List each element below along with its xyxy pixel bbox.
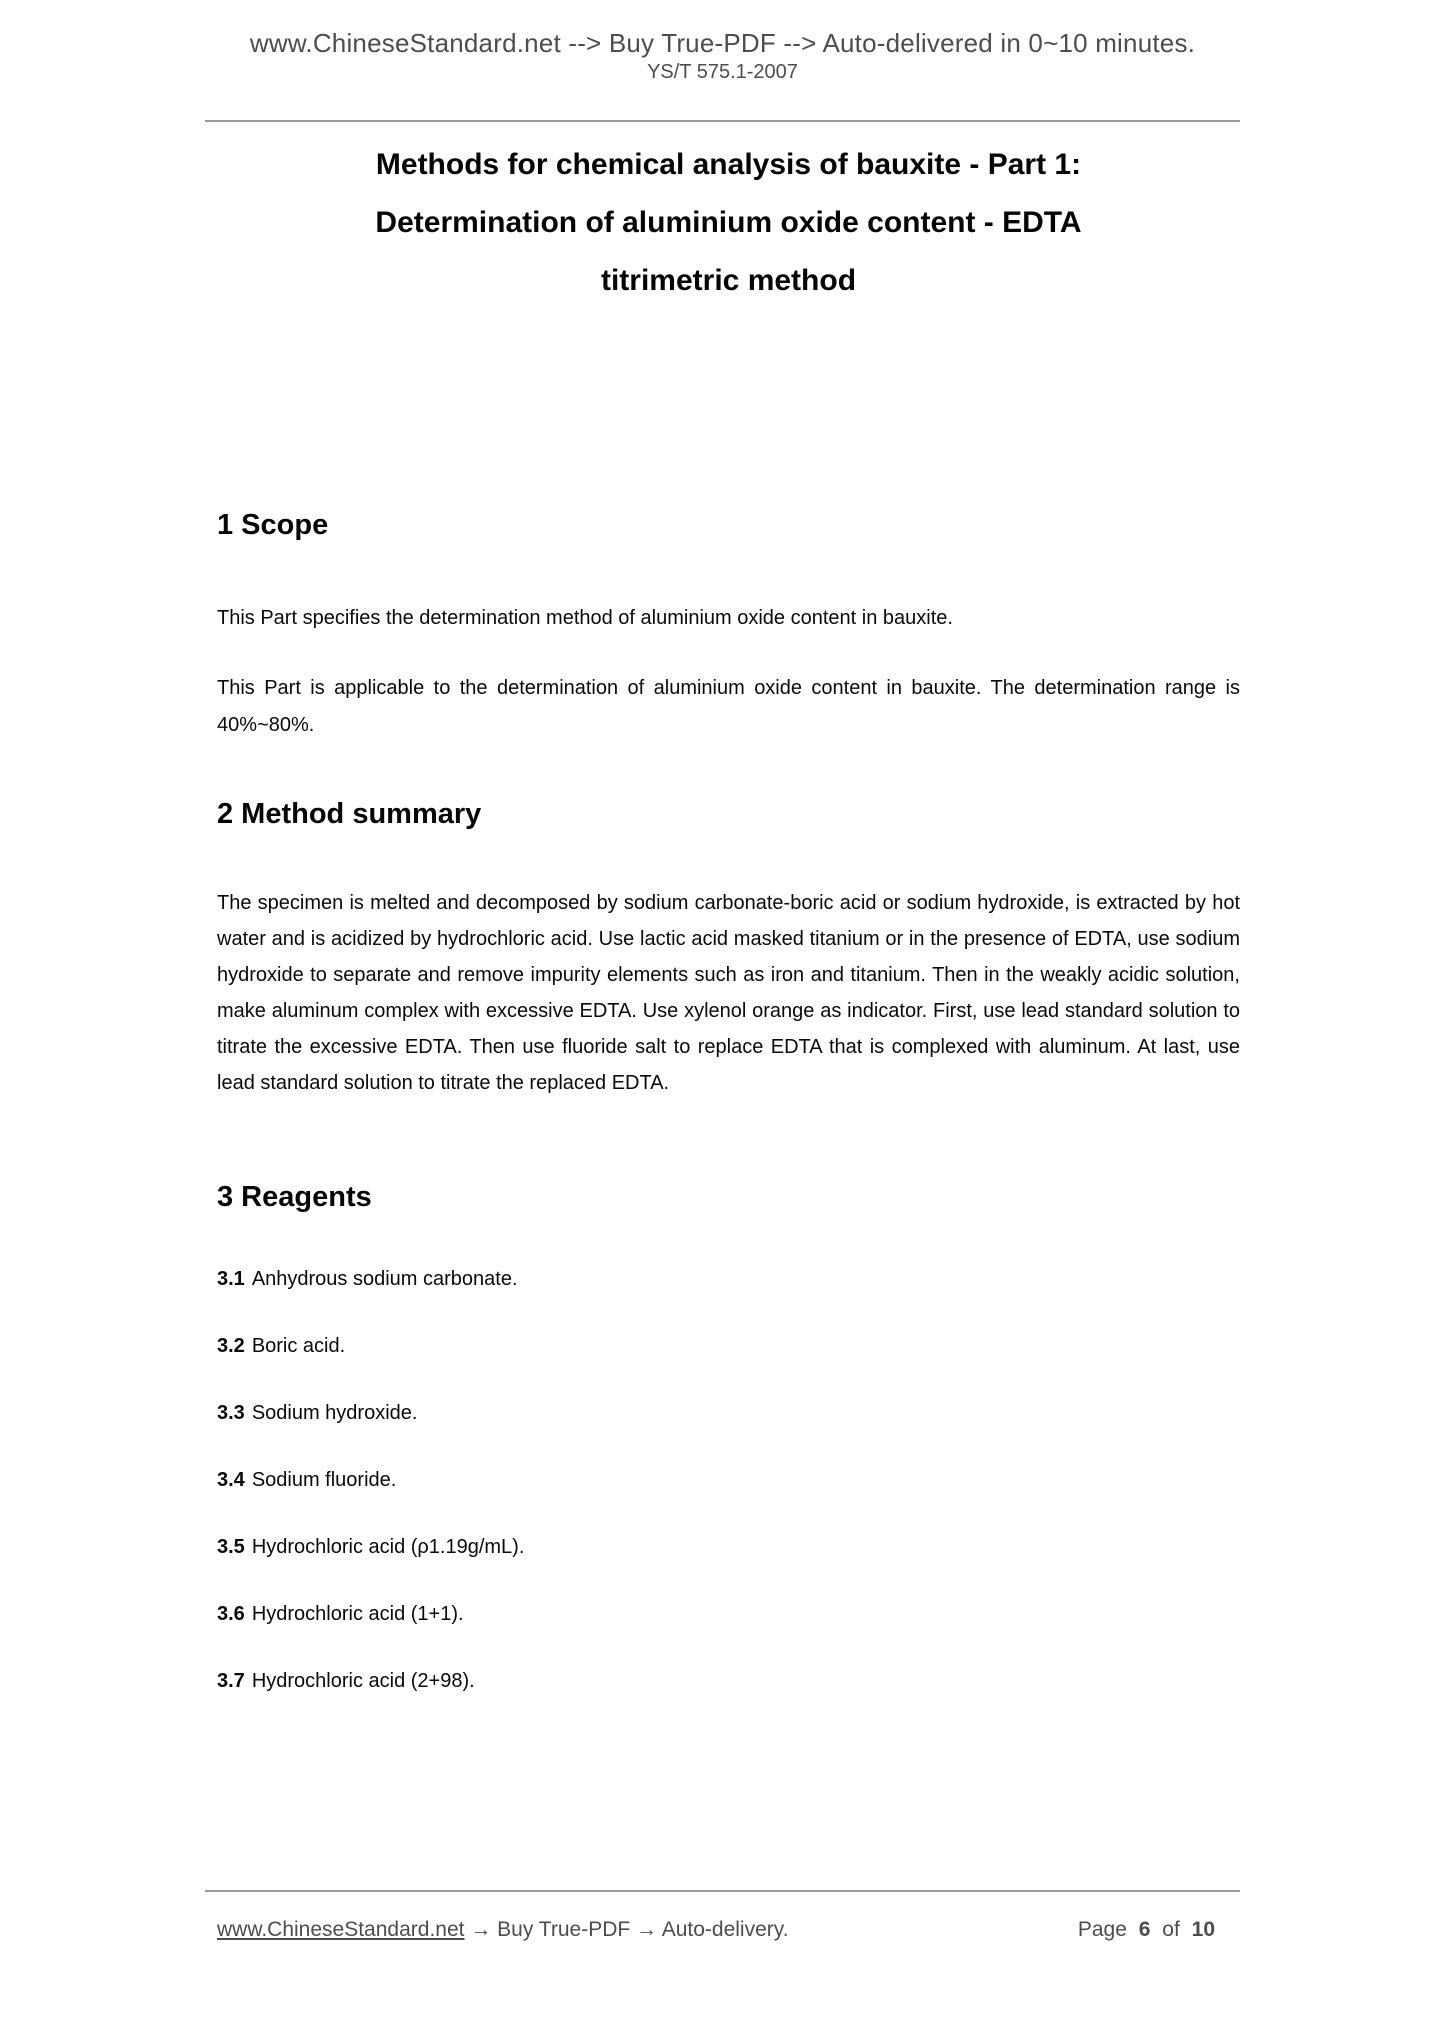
- reagent-text: Anhydrous sodium carbonate.: [251, 1268, 518, 1290]
- footer-promo-rest: → Buy True-PDF → Auto-delivery.: [464, 1918, 789, 1941]
- reagent-item-3-5: [217, 1533, 1240, 1561]
- reagent-item-3-3: [217, 1399, 1240, 1427]
- footer-promo: [217, 1918, 789, 1942]
- standard-code: YS/T 575.1-2007: [647, 61, 798, 83]
- section-heading-method-summary: 2 Method summary: [217, 798, 482, 830]
- document-title-line-2: Determination of aluminium oxide content - EDTA: [375, 206, 1082, 239]
- reagent-item-3-7: [217, 1667, 1240, 1695]
- page-indicator: [1072, 1918, 1215, 1942]
- scope-paragraph-2: This Part is applicable to the determination of aluminium oxide content in bauxite. The determination range is 40%~80%.: [217, 677, 1240, 736]
- reagent-item-3-6: [217, 1600, 1240, 1628]
- reagent-text: Boric acid.: [251, 1335, 346, 1357]
- reagent-text: Hydrochloric acid (1+1).: [251, 1603, 464, 1625]
- document-title-line-3: titrimetric method: [600, 264, 857, 297]
- document-title: [217, 136, 1240, 310]
- page-footer: [205, 1890, 1240, 1942]
- reagent-number: 3.2: [217, 1335, 245, 1357]
- reagent-number: 3.4: [217, 1469, 245, 1491]
- document-content: [0, 136, 1445, 1695]
- reagent-text: Sodium fluoride.: [251, 1469, 397, 1491]
- reagent-text: Hydrochloric acid (2+98).: [251, 1670, 475, 1692]
- reagent-text: Hydrochloric acid (ρ1.19g/mL).: [251, 1536, 525, 1558]
- reagent-item-3-2: [217, 1332, 1240, 1360]
- header-divider: [205, 120, 1240, 122]
- reagent-number: 3.6: [217, 1603, 245, 1625]
- reagent-number: 3.1: [217, 1268, 245, 1290]
- scope-paragraph-1: This Part specifies the determination method of aluminium oxide content in bauxite.: [217, 607, 953, 629]
- reagent-item-3-1: [217, 1265, 1240, 1293]
- reagent-item-3-4: [217, 1466, 1240, 1494]
- reagent-number: 3.5: [217, 1536, 245, 1558]
- page-total: 10: [1191, 1918, 1215, 1941]
- page-header: [0, 0, 1445, 84]
- page-of-label: of: [1162, 1918, 1180, 1941]
- reagent-number: 3.7: [217, 1670, 245, 1692]
- section-heading-scope: 1 Scope: [217, 509, 329, 541]
- footer-row: [205, 1892, 1240, 1942]
- document-title-line-1: Methods for chemical analysis of bauxite - Part 1:: [375, 148, 1082, 181]
- header-promo-text: www.ChineseStandard.net --> Buy True-PDF --> Auto-delivered in 0~10 minutes.: [249, 28, 1196, 58]
- footer-site-link[interactable]: www.ChineseStandard.net: [217, 1918, 465, 1941]
- page-current: 6: [1138, 1918, 1151, 1941]
- reagent-number: 3.3: [217, 1402, 245, 1424]
- section-heading-reagents: 3 Reagents: [217, 1181, 372, 1213]
- reagent-text: Sodium hydroxide.: [251, 1402, 418, 1424]
- page-label: Page: [1077, 1918, 1127, 1941]
- method-summary-paragraph: The specimen is melted and decomposed by sodium carbonate-boric acid or sodium hydroxide, is extracted by hot water and is acidized by hydrochloric acid. Use lactic acid masked titanium or in the presence of EDTA, use sodium hydroxide to separate and remove impurity elements such as iron and titanium. Then in the weakly acidic solution, make aluminum complex with excessive EDTA. Use xylenol orange as indicator. First, use lead standard solution to titrate the excessive EDTA. Then use fluoride salt to replace EDTA that is complexed with aluminum. At last, use lead standard solution to titrate the replaced EDTA.: [217, 892, 1240, 1094]
